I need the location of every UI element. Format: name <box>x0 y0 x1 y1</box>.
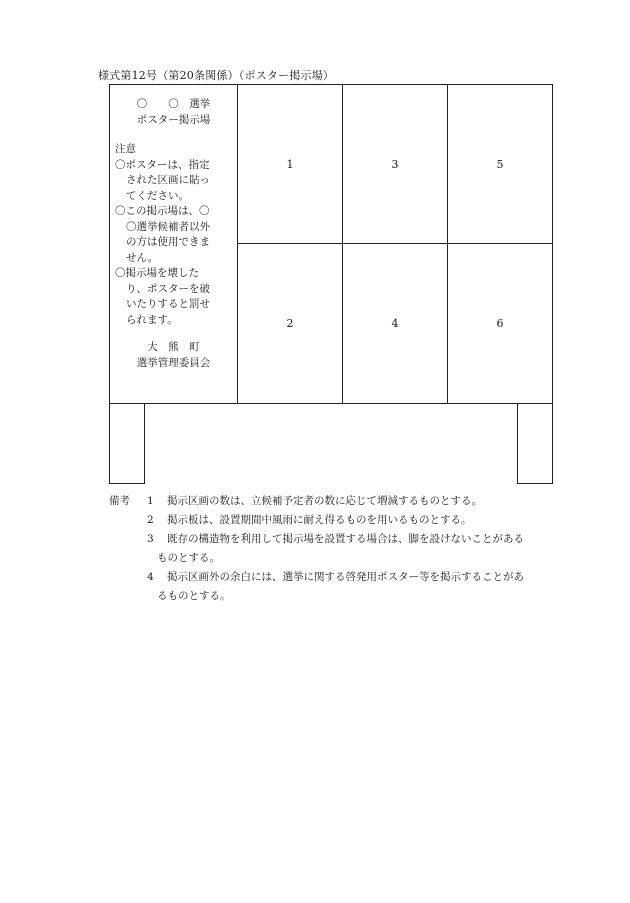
form-title: 様式第12号（第20条関係）（ポスター掲示場） <box>98 69 335 82</box>
poster-sections-grid <box>238 85 552 403</box>
notice-panel <box>110 85 238 403</box>
remark-item-2: 2 掲示板は、設置期間中風雨に耐え得るものを用いるものとする。 <box>147 514 472 526</box>
election-name: 〇 〇 選挙 <box>136 98 211 110</box>
town-name: 大 熊 町 <box>147 341 200 353</box>
remark-item-3-cont: ものとする。 <box>157 552 220 564</box>
notice-item-2: 〇この掲示場は、〇 〇選挙候補者以外 の方は使用できま せん。 <box>115 205 210 264</box>
board-name: ポスター掲示場 <box>136 113 211 126</box>
poster-section-5: 5 <box>448 85 552 244</box>
poster-section-1: 1 <box>238 85 343 244</box>
poster-section-3: 3 <box>343 85 448 244</box>
board-leg-left <box>109 404 145 484</box>
remarks-label: 備考 <box>109 495 130 507</box>
remark-item-3: 3 既存の構造物を利用して掲示場を設置する場合は、脚を設けないことがある <box>147 533 524 545</box>
notice-item-1: 〇ポスターは、指定 された区画に貼っ てください。 <box>115 158 210 202</box>
poster-section-2: 2 <box>238 244 343 403</box>
remarks <box>109 492 579 606</box>
poster-board <box>109 84 553 404</box>
attention-label: 注意 <box>115 143 136 155</box>
notice-item-3: 〇掲示場を壊した り、ポスターを破 いたりすると罰せ られます。 <box>115 267 210 326</box>
poster-section-6: 6 <box>496 317 504 330</box>
remark-item-4-cont: るものとする。 <box>157 590 231 602</box>
committee-name: 選挙管理委員会 <box>136 356 211 369</box>
remark-item-4: 4 掲示区画外の余白には、選挙に関する啓発用ポスター等を掲示することがあ <box>147 571 524 583</box>
board-leg-right <box>517 404 553 484</box>
remark-item-1: 1 掲示区画の数は、立候補予定者の数に応じて増減するものとする。 <box>147 495 482 507</box>
poster-section-4: 4 <box>343 244 448 403</box>
